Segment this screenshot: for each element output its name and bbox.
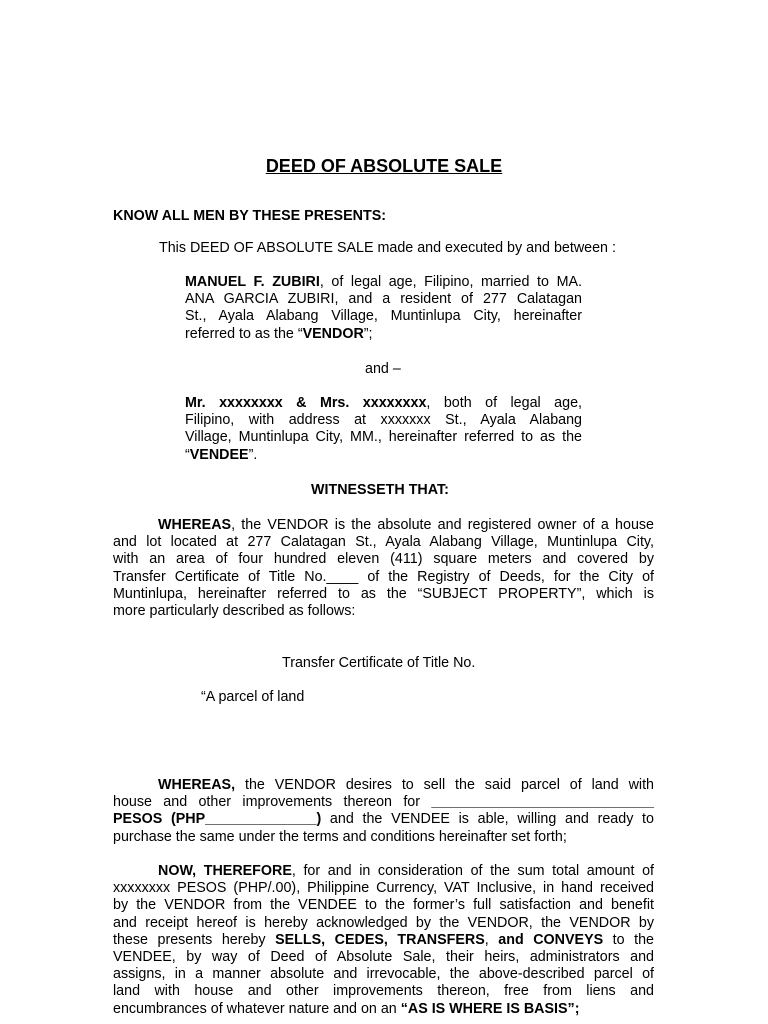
whereas1-line-4: Transfer Certificate of Title No.____ of the Registry of Deeds, for the City of <box>113 568 654 585</box>
whereas1-line-5: Muntinlupa, hereinafter referred to as the “SUBJECT PROPERTY”, which is <box>113 585 654 602</box>
vendee-name: Mr. xxxxxxxx & Mrs. xxxxxxxx <box>185 395 427 411</box>
document-title: DEED OF ABSOLUTE SALE <box>265 156 503 176</box>
nt-line-7: assigns, in a manner absolute and irrevocable, the above-described parcel of <box>113 966 654 983</box>
vendor-name: MANUEL F. ZUBIRI <box>185 274 320 290</box>
vendor-line-2: ANA GARCIA ZUBIRI, and a resident of 277 Calatagan <box>185 291 582 308</box>
vendee-line-4: “VENDEE”. <box>185 446 258 463</box>
whereas2-line-4: purchase the same under the terms and conditions hereinafter set forth; <box>113 828 567 845</box>
nt-line-5: these presents hereby SELLS, CEDES, TRANSFERS, and CONVEYS to the <box>113 931 654 948</box>
nt-line-3: by the VENDOR from the VENDEE to the former’s full satisfaction and benefit <box>113 897 654 914</box>
nt-line-4: and receipt hereof is hereby acknowledged by the VENDOR, the VENDOR by <box>113 914 654 931</box>
and-text: and – <box>365 361 401 377</box>
whereas1-line-2: and lot located at 277 Calatagan St., Ayala Alabang Village, Muntinlupa City, <box>113 534 654 551</box>
whereas-paragraph-1 <box>113 517 654 620</box>
now-therefore-paragraph <box>113 863 654 1018</box>
nt-line-8: land with house and other improvements thereon, free from liens and <box>113 983 654 1000</box>
nt-line-6: VENDEE, by way of Deed of Absolute Sale, their heirs, administrators and <box>113 948 654 965</box>
witnesseth-heading: WITNESSETH THAT: <box>311 482 449 498</box>
whereas2-line-1: WHEREAS, the VENDOR desires to sell the said parcel of land with <box>158 777 654 793</box>
parcel-text: “A parcel of land <box>201 689 305 705</box>
whereas-paragraph-2 <box>113 777 654 846</box>
whereas2-line-2: house and other improvements thereon for ____________________________ <box>113 794 654 811</box>
nt-line-2: xxxxxxxx PESOS (PHP/.00), Philippine Currency, VAT Inclusive, in hand received <box>113 880 654 897</box>
greeting-text: KNOW ALL MEN BY THESE PRESENTS: <box>113 208 386 224</box>
intro-text: This DEED OF ABSOLUTE SALE made and executed by and between : <box>159 240 616 256</box>
vendee-paragraph <box>185 395 582 464</box>
price-blank: ____________________________ <box>431 794 654 811</box>
whereas1-line-1: WHEREAS, the VENDOR is the absolute and registered owner of a house <box>158 517 654 533</box>
tct-label: Transfer Certificate of Title No. <box>282 655 476 671</box>
whereas1-line-3: with an area of four hundred eleven (411) square meters and covered by <box>113 551 654 568</box>
vendor-paragraph <box>185 274 582 343</box>
whereas1-line-6: more particularly described as follows: <box>113 602 356 619</box>
vendor-label: VENDOR <box>302 325 364 342</box>
vendee-line-2: Filipino, with address at xxxxxxx St., Ayala Alabang <box>185 412 582 429</box>
vendee-line-1: Mr. xxxxxxxx & Mrs. xxxxxxxx, both of legal age, <box>185 395 582 411</box>
vendee-label: VENDEE <box>189 446 249 463</box>
nt-line-9: encumbrances of whatever nature and on an “AS IS WHERE IS BASIS”; <box>113 1000 580 1017</box>
nt-line-1: NOW, THEREFORE, for and in consideration of the sum total amount of <box>158 863 654 879</box>
vendee-line-3: Village, Muntinlupa City, MM., hereinafter referred to as the <box>185 429 582 446</box>
greeting <box>113 208 386 225</box>
vendor-line-4: referred to as the “VENDOR”; <box>185 325 373 342</box>
whereas2-line-3: PESOS (PHP______________) and the VENDEE is able, willing and ready to <box>113 811 654 828</box>
vendor-line-3: St., Ayala Alabang Village, Muntinlupa City, hereinafter <box>185 308 582 325</box>
vendor-line-1: MANUEL F. ZUBIRI, of legal age, Filipino, married to MA. <box>185 274 582 290</box>
